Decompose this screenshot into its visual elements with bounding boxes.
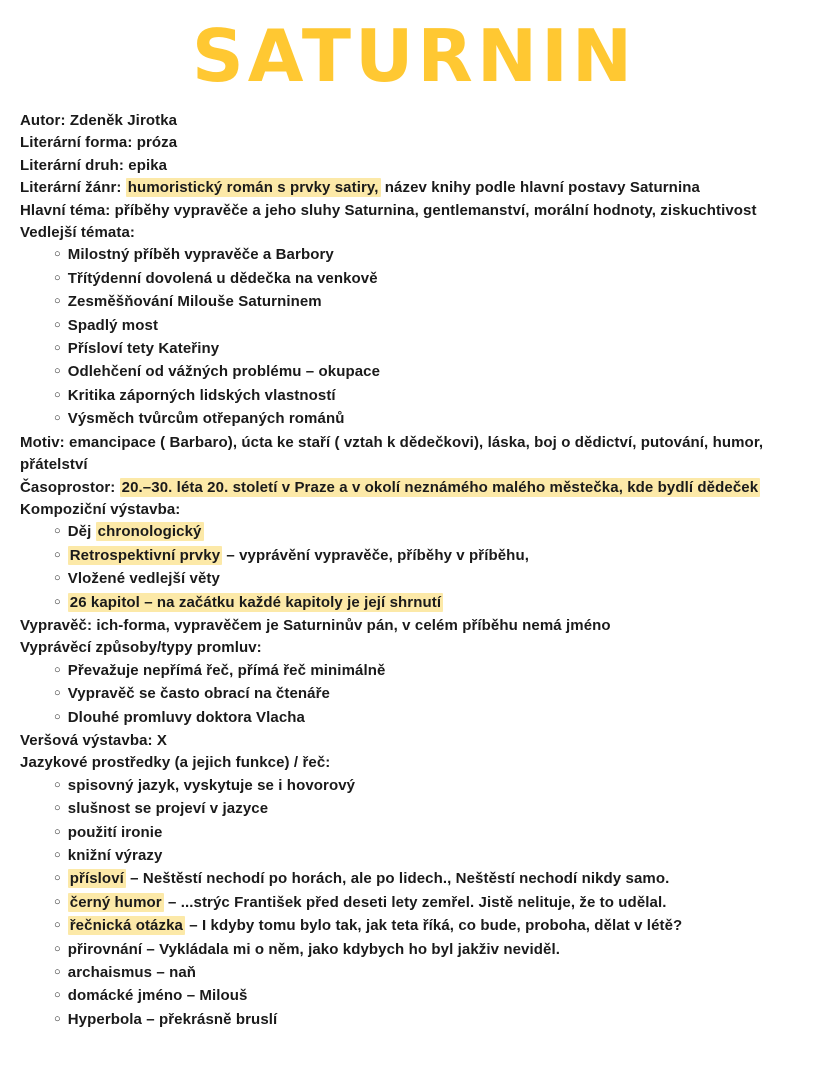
text-segment: Třítýdenní dovolená u dědečka na venkově (67, 269, 378, 287)
bullet-marker: ○ (54, 966, 61, 979)
bullet-marker: ○ (54, 663, 61, 676)
text-segment: název knihy podle hlavní postavy Saturnina (380, 179, 700, 197)
bullet-marker: ○ (54, 1012, 61, 1025)
note-line (20, 477, 808, 499)
text-segment: Převažuje nepřímá řeč, přímá řeč minimálně (67, 661, 386, 679)
note-line (20, 545, 808, 568)
bullet-marker: ○ (54, 942, 61, 955)
note-line (20, 915, 808, 938)
bullet-marker: ○ (54, 572, 61, 585)
bullet-marker: ○ (54, 919, 61, 932)
bullet-marker: ○ (54, 687, 61, 700)
text-segment: Veršová výstavba: X (20, 731, 167, 749)
text-segment: – Neštěstí nechodí po horách, ale po lidech., Neštěstí nechodí nikdy samo. (125, 870, 670, 888)
note-line (20, 707, 808, 730)
notes-body (20, 110, 808, 1032)
text-segment: Vedlejší témata: (20, 224, 135, 242)
text-segment: Autor: Zdeněk Jirotka (20, 112, 178, 129)
bullet-marker: ○ (54, 365, 61, 378)
text-segment: – vyprávění vypravěče, příběhy v příběhu, (222, 546, 529, 564)
note-line (20, 798, 808, 821)
text-segment: Odlehčení od vážných problému – okupace (67, 363, 381, 381)
text-segment: Časoprostor: (20, 478, 120, 496)
text-segment: Vypravěč se často obrací na čtenáře (67, 685, 330, 703)
highlight-segment: černý humor (69, 893, 162, 911)
bullet-marker: ○ (54, 802, 61, 815)
highlight-segment: řečnická otázka (69, 917, 183, 935)
note-line (20, 268, 808, 291)
bullet-marker: ○ (54, 271, 61, 284)
text-segment: Hlavní téma: příběhy vypravěče a jeho sluhy Saturnina, gentlemanství, morální hodnoty, ziskuchtivost (20, 201, 757, 219)
note-line (20, 132, 808, 154)
note-line (20, 244, 808, 267)
note-line (20, 962, 808, 985)
note-line (20, 177, 808, 199)
text-segment: Motiv: emancipace ( Barbaro), úcta ke staří ( vztah k dědečkovi), láska, boj o dědictví, putování, humor, přátelství (20, 433, 764, 474)
text-segment: použití ironie (67, 823, 163, 841)
text-segment: slušnost se projeví v jazyce (67, 800, 269, 818)
text-segment: – ...strýc František před deseti lety zemřel. Jistě nelituje, že to udělal. (163, 893, 667, 911)
text-segment: Kompoziční výstavba: (20, 500, 181, 518)
note-line (20, 985, 808, 1008)
note-line (20, 822, 808, 845)
note-line (20, 200, 808, 222)
text-segment: Literární druh: epika (20, 156, 168, 174)
note-line (20, 499, 808, 521)
text-segment: Hyperbola – překrásně bruslí (67, 1010, 278, 1028)
text-segment: knižní výrazy (67, 847, 163, 864)
note-line (20, 845, 808, 868)
text-segment: Kritika záporných lidských vlastností (67, 386, 336, 404)
highlight-segment: humoristický román s prvky satiry, (127, 179, 379, 197)
note-line (20, 385, 808, 408)
text-segment: Výsměch tvůrcům otřepaných románů (67, 410, 345, 428)
note-line (20, 683, 808, 706)
bullet-marker: ○ (54, 342, 61, 355)
note-line (20, 338, 808, 361)
bullet-marker: ○ (54, 248, 61, 261)
bullet-marker: ○ (54, 525, 61, 538)
highlight-segment: přísloví (69, 870, 124, 888)
text-segment: Přísloví tety Kateřiny (67, 340, 220, 358)
note-line (20, 615, 808, 637)
bullet-marker: ○ (54, 318, 61, 331)
text-segment: Zesměšňování Milouše Saturninem (67, 293, 322, 311)
note-line (20, 155, 808, 177)
bullet-marker: ○ (54, 595, 61, 608)
text-segment: Děj (67, 523, 96, 541)
bullet-marker: ○ (54, 778, 61, 791)
bullet-marker: ○ (54, 849, 61, 861)
bullet-marker: ○ (54, 548, 61, 561)
text-segment: Vypravěč: ich-forma, vypravěčem je Saturninův pán, v celém příběhu nemá jméno (20, 616, 611, 634)
text-segment: archaismus – naň (67, 964, 197, 982)
text-segment: Jazykové prostředky (a jejich funkce) / řeč: (20, 754, 331, 772)
note-line (20, 568, 808, 591)
note-line (20, 432, 808, 477)
note-line (20, 730, 808, 752)
highlight-segment: Retrospektivní prvky (69, 546, 221, 564)
note-line (20, 892, 808, 915)
note-line (20, 521, 808, 544)
bullet-marker: ○ (54, 895, 61, 908)
text-segment: domácké jméno – Milouš (67, 987, 248, 1005)
text-segment: Milostný příběh vypravěče a Barbory (67, 246, 334, 264)
text-segment: spisovný jazyk, vyskytuje se i hovorový (67, 776, 356, 794)
note-line (20, 110, 808, 132)
note-line (20, 361, 808, 384)
highlight-segment: 20.–30. léta 20. století v Praze a v okolí neznámého malého městečka, kde bydlí dědeček (121, 478, 759, 496)
note-line (20, 1009, 808, 1032)
note-line (20, 408, 808, 431)
text-segment: – I kdyby tomu bylo tak, jak teta říká, co bude, proboha, dělat v létě? (184, 917, 683, 935)
bullet-marker: ○ (54, 412, 61, 425)
bullet-marker: ○ (54, 710, 61, 723)
note-line (20, 752, 808, 774)
note-line (20, 592, 808, 615)
text-segment: Vložené vedlejší věty (67, 570, 220, 588)
page-title: SATURNIN (191, 14, 637, 98)
bullet-marker: ○ (54, 825, 61, 838)
bullet-marker: ○ (54, 295, 61, 308)
bullet-marker: ○ (54, 388, 61, 401)
note-line (20, 775, 808, 798)
note-line (20, 660, 808, 683)
note-line (20, 637, 808, 659)
bullet-marker: ○ (54, 872, 61, 885)
note-line (20, 291, 808, 314)
highlight-segment: chronologický (97, 523, 202, 541)
text-segment: přirovnání – Vykládala mi o něm, jako kdybych ho byl jakživ neviděl. (67, 940, 560, 958)
note-line (20, 939, 808, 962)
text-segment: Vyprávěcí způsoby/typy promluv: (20, 639, 262, 657)
highlight-segment: 26 kapitol – na začátku každé kapitoly je její shrnutí (69, 593, 442, 611)
note-line (20, 868, 808, 891)
text-segment: Spadlý most (67, 316, 159, 334)
text-segment: Dlouhé promluvy doktora Vlacha (67, 708, 305, 726)
note-line (20, 222, 808, 244)
note-line (20, 315, 808, 338)
text-segment: Literární žánr: (20, 179, 126, 197)
text-segment: Literární forma: próza (20, 134, 178, 152)
bullet-marker: ○ (54, 989, 61, 1002)
